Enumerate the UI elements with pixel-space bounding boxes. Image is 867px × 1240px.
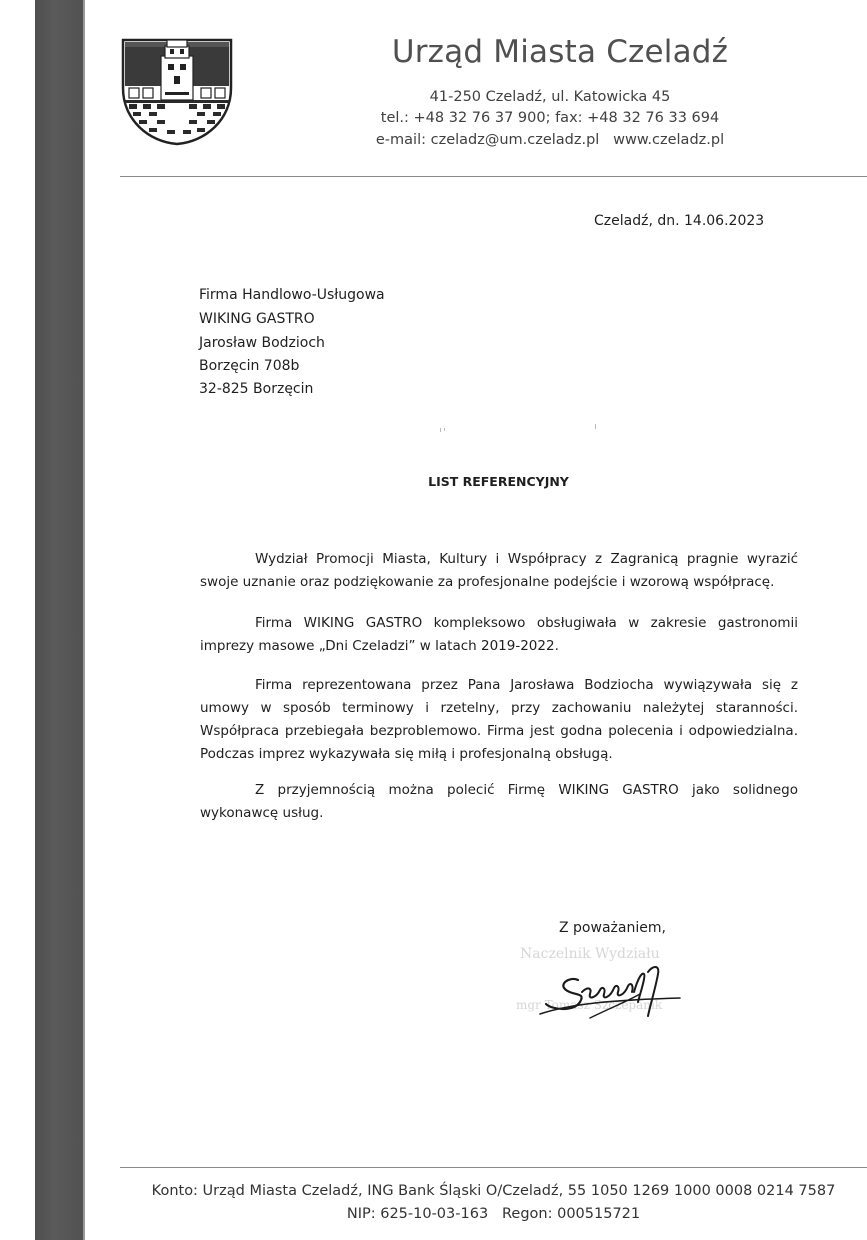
body-paragraph [200, 548, 798, 594]
office-phone-fax: tel.: +48 32 76 37 900; fax: +48 32 76 33 694 [380, 110, 720, 126]
scan-binding-shadow [35, 0, 83, 1240]
office-email-web: e-mail: czeladz@um.czeladz.pl www.czeladz.pl [375, 132, 725, 148]
footer-bank-account: Konto: Urząd Miasta Czeladź, ING Bank Śląski O/Czeladź, 55 1050 1269 1000 0008 0214 7587 [151, 1183, 836, 1199]
paragraph-text: Wydział Promocji Miasta, Kultury i Współpracy z Zagranicą pragnie wyrazić swoje uznanie oraz podziękowanie za profesjonalne podejście i wzorową współpracę. [200, 551, 798, 590]
recipient-line: WIKING GASTRO [199, 311, 315, 327]
stamp-name: mgr Tomasz Szczepanik [516, 998, 663, 1012]
scan-specks [430, 420, 630, 440]
office-address: 41-250 Czeladź, ul. Katowicka 45 [429, 89, 671, 105]
header-divider [120, 176, 867, 177]
city-crest-logo [121, 38, 233, 146]
body-paragraph [200, 779, 798, 825]
office-name: Urząd Miasta Czeladź [391, 34, 729, 70]
closing-salutation: Z poważaniem, [559, 920, 666, 936]
paragraph-text: Z przyjemnością można polecić Firmę WIKING GASTRO jako solidnego wykonawcę usług. [200, 782, 798, 821]
footer-tax-ids: NIP: 625-10-03-163 Regon: 000515721 [346, 1206, 641, 1222]
stamp-title: Naczelnik Wydziału [520, 946, 660, 962]
recipient-line: 32-825 Borzęcin [199, 381, 314, 397]
paragraph-text: Firma reprezentowana przez Pana Jarosława Bodziocha wywiązywała się z umowy w sposób terminowy i rzetelny, przy zachowaniu należytej staranności. Współpraca przebiegała bezproblemowo. Firma jest godna polecenia i odpowiedzialna. Podczas imprez wykazywała się miłą i profesjonalną obsługą. [200, 677, 798, 762]
footer-divider [120, 1167, 867, 1168]
recipient-line: Borzęcin 708b [199, 358, 300, 374]
body-paragraph [200, 674, 798, 766]
recipient-line: Firma Handlowo-Usługowa [199, 287, 385, 303]
letter-date: Czeladź, dn. 14.06.2023 [594, 213, 765, 229]
paragraph-text: Firma WIKING GASTRO kompleksowo obsługiwała w zakresie gastronomii imprezy masowe „Dni Czeladzi” w latach 2019-2022. [200, 615, 798, 654]
recipient-line: Jarosław Bodzioch [199, 335, 325, 351]
letter-title: LIST REFERENCYJNY [428, 474, 569, 489]
scan-binding-edge [83, 0, 85, 1240]
body-paragraph [200, 612, 798, 658]
handwritten-signature [530, 958, 705, 1038]
